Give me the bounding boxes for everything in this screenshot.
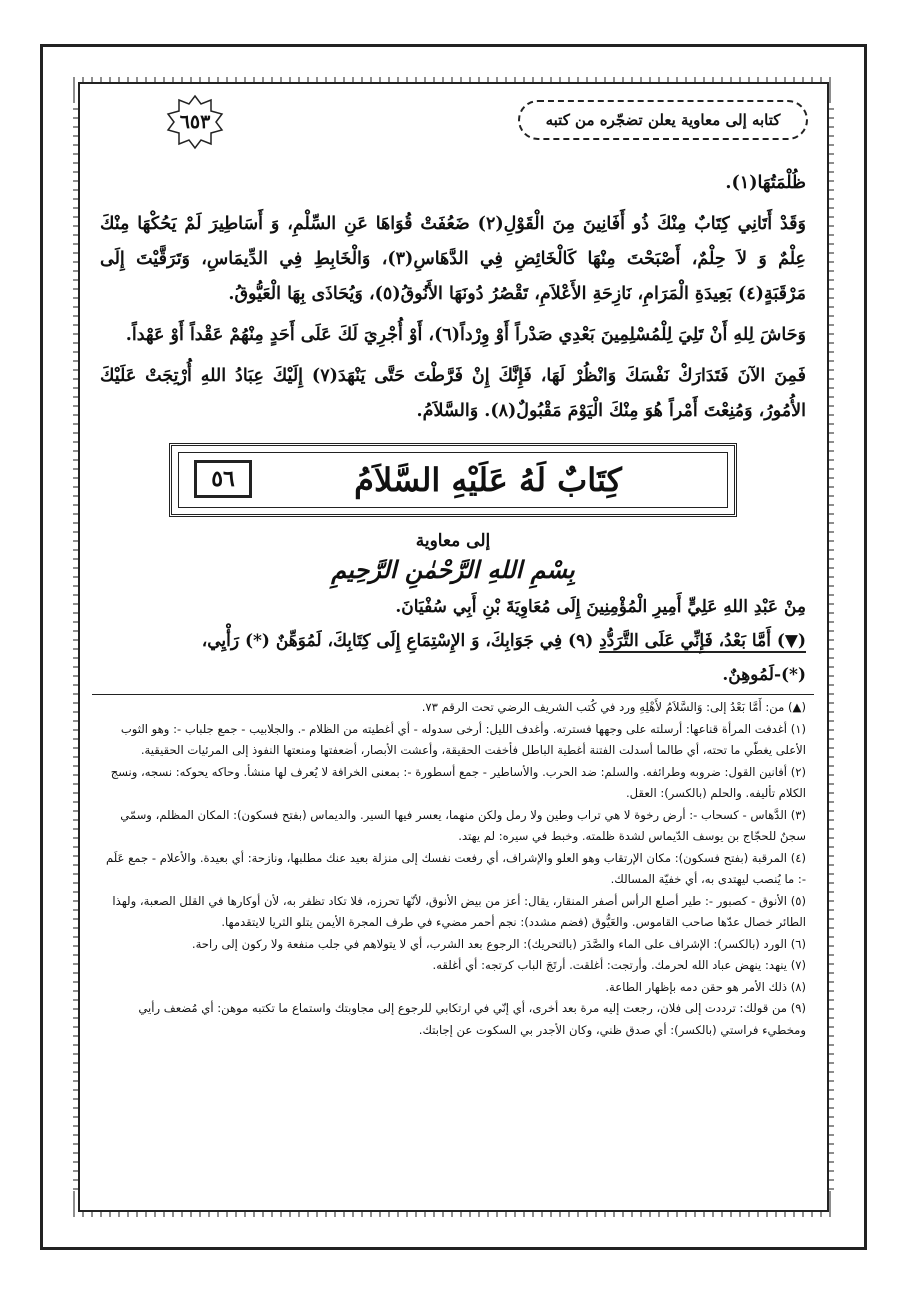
footnote-divider	[92, 694, 814, 695]
footnotes	[100, 697, 806, 1041]
page-number: ٦٥٣	[179, 111, 211, 133]
page-content	[92, 92, 814, 1200]
body-text	[100, 166, 806, 429]
body-paragraph: وَقَدْ أَتَانِي كِتَابٌ مِنْكَ ذُو أَفَانِينَ مِنَ الْقَوْلِ(٢) ضَعُفَتْ قُوَاهَا عَنِ السِّلْمِ، وَ أَسَاطِيرَ لَمْ يَحُكْهَا مِنْكَ عِلْمٌ وَ لاَ حِلْمٌ، أَصْبَحْتَ مِنْهَا كَالْخَائِضِ فِي الدَّهَاسِ(٣)، وَالْخَابِطِ فِي الدِّيمَاسِ، وَتَرَقَّيْتَ إِلَى مَرْقَبَةٍ(٤) بَعِيدَةِ الْمَرَامِ، نَازِحَةِ الأَعْلاَمِ، تَقْصُرُ دُونَهَا الأَنُوقُ(٥)، وَيُحَاذَى بِهَا الْعَيُّوقُ.	[100, 214, 806, 304]
footnote: (٩) من قولك: ترددت إلى فلان، رجعت إليه مرة بعد أخرى، أي إنّي في ارتكابي للرجوع إلى مجاوبتك واستماع ما تكتبه موهن: أي مُضعف رأيي ومخطيء فراستي (بالكسر): أي صدق ظني، وكان الأجدر بي السكوت عن إجابتك.	[138, 1001, 806, 1037]
letter-title: كِتَابٌ لَهُ عَلَيْهِ السَّلاَمُ	[354, 461, 622, 499]
title-inner-border	[178, 452, 728, 508]
footnote: (٦) الورد (بالكسر): الإشراف على الماء والصَّدَر (بالتحريك): الرجوع بعد الشرب، أي لا يتولاهم في جلب منفعة ولا ركون إلى راحة.	[191, 936, 806, 951]
body-paragraph: ظُلْمَتُهَا(١).	[725, 173, 806, 193]
page-number-badge	[164, 94, 226, 150]
letter-opening: مِنْ عَبْدِ اللهِ عَلِيٍّ أَمِيرِ الْمُؤْمِنِينَ إِلَى مُعَاوِيَةَ بْنِ أَبِي سُفْيَانَ.	[395, 597, 806, 617]
footnote: (٨) ذلك الأمر هو حقن دمه بإظهار الطاعة.	[605, 979, 806, 994]
page-header	[92, 92, 814, 154]
letter-text-start: (▼) أَمَّا بَعْدُ، فَإِنِّي عَلَى التَّرَدُّدِ	[599, 631, 806, 651]
letter-recipient: إلى معاوية	[415, 531, 491, 551]
footnote: (٣) الدَّهاس - كسحاب -: أرض رخوة لا هي تراب وطين ولا رمل ولكن منهما، يعسر فيها السير. والديماس (بفتح فسكون): المكان المظلم، وسمّي سجنٌ للحجّاج بن يوسف الدّيماس لشدة ظلمته. وخبط في سيره: لم يهتد.	[120, 807, 806, 843]
footnote: (▲) من: أَمَّا بَعْدُ إلى: وَالسَّلاَمُ لأَهْلِهِ ورد في كُتب الشريف الرضي تحت الرقم ٧٣.	[421, 700, 806, 714]
footnote: (٧) ينهد: ينهض عباد الله لحرمك. وأرتجت: أغلقت. أرتَجَ الباب كرتجه: أي أغلقه.	[432, 958, 806, 972]
letter-text	[100, 624, 806, 658]
letter-body	[100, 590, 806, 692]
letter-title-box	[169, 443, 737, 517]
footnote: (٢) أفانين القول: ضروبه وطرائفه. والسلم: ضد الحرب. والأساطير - جمع أسطورة -: بمعنى الخرافة لا يُعرف لها منشأ. وحاكه يحوكه: نسجه، ونسج الكلام تأليفه. والحلم (بالكسر): العقل.	[110, 764, 806, 800]
letter-text-end: (٩) فِي جَوَابِكَ، وَ الإِسْتِمَاعِ إِلَى كِتَابِكَ، لَمُوَهِّنٌ (*) رَأْيِي،	[201, 631, 594, 651]
footnote: (٤) المرقبة (بفتح فسكون): مكان الإرتقاب وهو العلو والإشراف، أي رفعت نفسك إلى منزلة بعيد عنك مطلبها، ونازحة: أي بعيدة. والأعلام - جمع عَلَم -: ما يُنصب ليهتدى به، أي خفيّة المسالك.	[105, 850, 806, 886]
footnote: (٥) الأنوق - كصبور -: طير أصلع الرأس أصفر المنقار، يقال: أعز من بيض الأنوق، لأنّها تحرزه، فلا تكاد تظفر به، لأن أوكارها في القلل الصعبة، ولهذا الطائر خصال عدّها صاحب القاموس. والعَيُّوق (فضم مشدد): نجم أحمر مضيء في طرف المجرة الأيمن يتلو الثريا لايتقدمها.	[112, 893, 806, 929]
body-paragraph: وَحَاشَ لِلهِ أَنْ تَلِيَ لِلْمُسْلِمِينَ بَعْدِي صَدْراً أَوْ وِرْداً(٦)، أَوْ أُجْرِيَ لَكَ عَلَى أَحَدٍ مِنْهُمْ عَقْداً أَوْ عَهْداً.	[125, 325, 806, 345]
letter-number: ٥٦	[194, 460, 252, 498]
footnote: (١) أغدفت المرأة قناعها: أرسلته على وجهها فسترته. وأغدف الليل: أرخى سدوله - أي أغطيته من الظلام -. والجلابيب - جمع جلباب -: وهو الثوب الأعلى يغطّي ما تحته، أي طالما أسدلت الفتنة أغطية الباطل فأخفت الحقيقة، وأعشت الأبصار، أضعفتها ومنعتها النفوذ إلى المرئيات الحقيقية.	[120, 721, 806, 757]
star-note: (*)-لَمُوهِنٌ.	[722, 665, 806, 685]
body-paragraph: فَمِنَ الآنَ فَتَدَارَكْ نَفْسَكَ وَانْظُرْ لَهَا، فَإِنَّكَ إِنْ فَرَّطْتَ حَتَّى يَنْهَدَ(٧) إِلَيْكَ عِبَادُ اللهِ أُرْتِجَتْ عَلَيْكَ الأُمُورُ، وَمُنِعْتَ أَمْراً هُوَ مِنْكَ الْيَوْمَ مَقْبُولٌ(٨). وَالسَّلاَمُ.	[100, 366, 806, 421]
basmala: بِسْمِ اللهِ الرَّحْمٰنِ الرَّحِيمِ	[331, 555, 575, 584]
running-title: كتابه إلى معاوية يعلن تضجّره من كتبه	[518, 100, 808, 140]
